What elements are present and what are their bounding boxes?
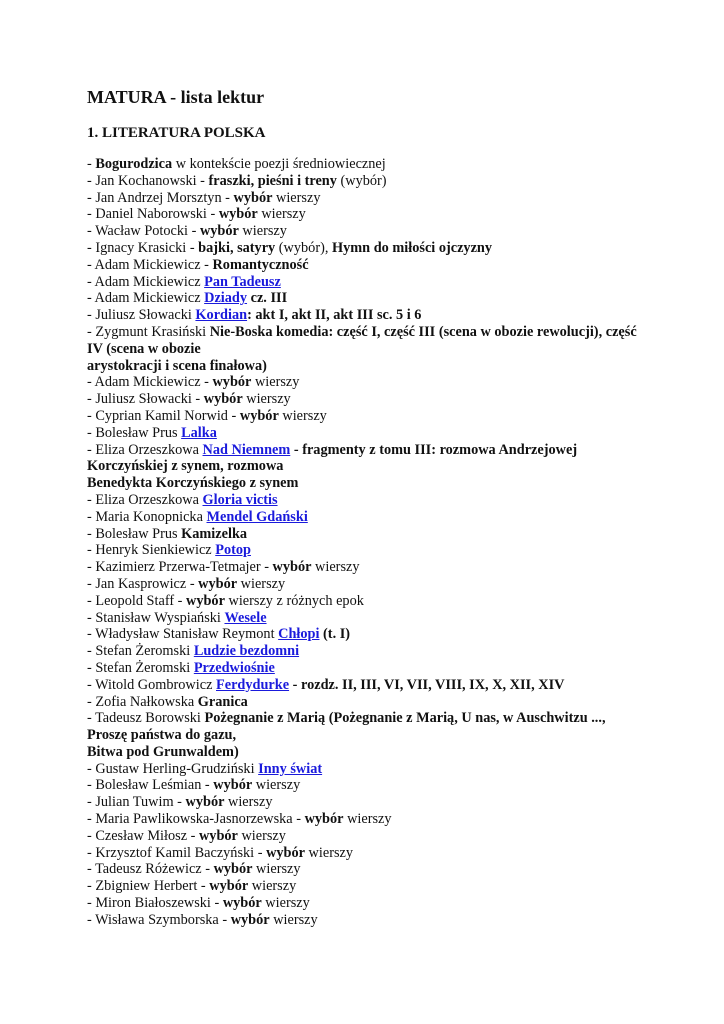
list-item — [87, 694, 684, 711]
item-text: - Adam Mickiewicz — [87, 273, 205, 290]
bold-text: - fragmenty z tomu III: rozmowa Andrzejowej Korczyńskiej z synem, rozmowa — [87, 441, 578, 475]
item-text: (wybór) — [336, 172, 387, 189]
title-link[interactable]: Mendel Gdański — [206, 508, 308, 525]
list-item — [87, 845, 684, 862]
item-text: - Cyprian Kamil Norwid - — [87, 407, 240, 424]
bold-text: wybór — [213, 861, 253, 878]
item-text: - Zofia Nałkowska — [87, 693, 198, 710]
bold-text: wybór — [212, 374, 252, 391]
list-item — [87, 442, 647, 492]
bold-text: cz. III — [247, 290, 288, 307]
title-link[interactable]: Ludzie bezdomni — [193, 643, 300, 660]
list-item — [87, 374, 684, 391]
list-item — [87, 156, 684, 173]
bold-text: wybór — [185, 794, 225, 811]
item-text: - Juliusz Słowacki — [87, 307, 196, 324]
bold-text: - rozdz. II, III, VI, VII, VIII, IX, X, XII, XIV — [289, 676, 565, 693]
item-text: - Bolesław Prus — [87, 424, 182, 441]
bold-text: fraszki, pieśni i treny — [208, 172, 337, 189]
bold-text: wybór — [203, 391, 243, 408]
bold-text: wybór — [230, 911, 270, 928]
bold-text: wybór — [222, 895, 262, 912]
item-text: - Bolesław Prus — [87, 525, 182, 542]
bold-text: wybór — [209, 878, 249, 895]
bold-text: Granica — [197, 693, 248, 710]
item-text: - Adam Mickiewicz - — [87, 374, 213, 391]
list-item — [87, 173, 684, 190]
item-text: - Wisława Szymborska - — [87, 911, 231, 928]
bold-text: wybór — [199, 223, 239, 240]
bold-text: wybór — [198, 827, 238, 844]
list-item — [87, 660, 684, 677]
list-item — [87, 710, 647, 760]
bold-text: : akt I, akt II, akt III sc. 5 i 6 — [247, 307, 422, 324]
item-text: w kontekście poezji średniowiecznej — [172, 156, 386, 172]
document-title: MATURA - lista lektur — [87, 87, 265, 107]
list-item — [87, 257, 684, 274]
title-link[interactable]: Przedwiośnie — [193, 659, 275, 676]
item-text: - Julian Tuwim - — [87, 794, 186, 811]
list-item — [87, 610, 684, 627]
bold-text: Bitwa pod Grunwaldem) — [87, 743, 239, 760]
item-text: - Stefan Żeromski — [87, 659, 194, 676]
list-item — [87, 576, 684, 593]
list-item — [87, 509, 684, 526]
list-item — [87, 811, 684, 828]
bold-text: Benedykta Korczyńskiego z synem — [87, 475, 299, 492]
bold-text: wybór — [304, 811, 344, 828]
list-item — [87, 408, 684, 425]
list-item — [87, 559, 684, 576]
list-item — [87, 542, 684, 559]
bold-text: Romantyczność — [212, 256, 309, 273]
list-item — [87, 761, 684, 778]
bold-text: Kamizelka — [181, 525, 248, 542]
item-text: - Tadeusz Borowski — [87, 710, 205, 727]
item-text: - Wacław Potocki - — [87, 223, 200, 240]
item-text: - Adam Mickiewicz - — [87, 256, 213, 273]
item-text: - Jan Kochanowski - — [87, 172, 209, 189]
list-item — [87, 190, 684, 207]
bold-text: wybór — [266, 844, 305, 861]
list-item — [87, 828, 684, 845]
item-text: - Jan Kasprowicz - — [87, 575, 199, 592]
list-item — [87, 240, 684, 257]
title-link[interactable]: Wesele — [224, 609, 267, 626]
title-link[interactable]: Lalka — [181, 424, 217, 441]
list-item — [87, 492, 684, 509]
item-text: - Miron Białoszewski - — [87, 895, 223, 912]
item-text: - Adam Mickiewicz — [87, 290, 205, 307]
bold-text: wybór — [272, 559, 312, 576]
item-text: wierszy — [343, 811, 392, 828]
bold-text: Pożegnanie z Marią (Pożegnanie z Marią, U nas, w Auschwitzu ..., Proszę państwa do gazu, — [87, 710, 606, 744]
reading-list — [87, 156, 684, 929]
item-text: - Bolesław Leśmian - — [87, 777, 214, 794]
bold-text: Hymn do miłości ojczyzny — [332, 239, 493, 256]
list-item — [87, 861, 684, 878]
item-text: wierszy — [252, 861, 301, 878]
list-item — [87, 643, 684, 660]
title-link[interactable]: Nad Niemnem — [202, 441, 291, 458]
item-text: wierszy — [311, 559, 360, 576]
item-text: wierszy — [278, 407, 327, 424]
item-text: wierszy — [257, 206, 306, 223]
bold-text: wybór — [186, 592, 225, 609]
item-text: - Eliza Orzeszkowa — [87, 491, 203, 508]
item-text: - Eliza Orzeszkowa — [87, 441, 203, 458]
list-item — [87, 223, 684, 240]
title-link[interactable]: Potop — [215, 542, 251, 559]
list-item — [87, 290, 684, 307]
title-link[interactable]: Dziady — [204, 290, 248, 307]
bold-text: Nie-Boska komedia: część I, część III (scena w obozie rewolucji), część IV (scena w obozie — [87, 323, 637, 357]
item-text: - Gustaw Herling-Grudziński — [87, 760, 259, 777]
bold-text: wybór — [198, 575, 238, 592]
list-item — [87, 425, 684, 442]
bold-text: Bogurodzica — [95, 156, 173, 172]
list-item — [87, 307, 684, 324]
item-text: - Krzysztof Kamil Baczyński - — [87, 844, 267, 861]
bold-text: bajki, satyry — [198, 239, 276, 256]
item-text: wierszy — [242, 391, 291, 408]
title-link[interactable]: Pan Tadeusz — [204, 273, 281, 290]
title-link[interactable]: Inny świat — [258, 760, 323, 777]
item-text: - Stefan Żeromski — [87, 643, 194, 660]
item-text: - Zygmunt Krasiński — [87, 323, 210, 340]
item-text: wierszy z różnych epok — [224, 592, 364, 609]
list-item — [87, 912, 684, 929]
bold-text: wybór — [213, 777, 253, 794]
list-item — [87, 895, 684, 912]
item-text: - Maria Konopnicka — [87, 508, 207, 525]
item-text: wierszy — [237, 827, 286, 844]
list-item — [87, 274, 684, 291]
title-link[interactable]: Chłopi — [278, 626, 320, 643]
item-text: - Juliusz Słowacki - — [87, 391, 204, 408]
item-text: - Henryk Sienkiewicz — [87, 542, 216, 559]
item-text: - — [87, 156, 96, 172]
list-item — [87, 206, 684, 223]
list-item — [87, 324, 647, 374]
item-text: - Leopold Staff - — [87, 592, 186, 609]
list-item — [87, 794, 684, 811]
item-text: - Kazimierz Przerwa-Tetmajer - — [87, 559, 273, 576]
bold-text: wybór — [239, 407, 279, 424]
bold-text: arystokracji i scena finałowa) — [87, 357, 267, 374]
item-text: wierszy — [272, 189, 321, 206]
list-item — [87, 593, 684, 610]
item-text: - Stanisław Wyspiański — [87, 609, 225, 626]
list-item — [87, 878, 684, 895]
item-text: - Ignacy Krasicki - — [87, 239, 199, 256]
item-text: wierszy — [304, 844, 354, 861]
item-text: wierszy — [238, 223, 287, 240]
title-link[interactable]: Ferdydurke — [216, 676, 290, 693]
item-text: - Jan Andrzej Morsztyn - — [87, 189, 234, 206]
list-item — [87, 677, 684, 694]
section-heading: 1. LITERATURA POLSKA — [87, 125, 266, 141]
item-text: - Czesław Miłosz - — [87, 827, 199, 844]
item-text: wierszy — [237, 575, 286, 592]
item-text: wierszy — [248, 878, 297, 895]
item-text: wierszy — [269, 911, 318, 928]
item-text: (wybór), — [275, 239, 332, 256]
list-item — [87, 391, 684, 408]
bold-text: wybór — [218, 206, 258, 223]
item-text: wierszy — [251, 374, 300, 391]
title-link[interactable]: Kordian — [195, 307, 248, 324]
list-item — [87, 526, 684, 543]
item-text: - Maria Pawlikowska-Jasnorzewska - — [87, 811, 305, 828]
item-text: wierszy — [252, 777, 301, 794]
item-text: - Witold Gombrowicz — [87, 676, 216, 693]
item-text: - Daniel Naborowski - — [87, 206, 219, 223]
item-text: - Władysław Stanisław Reymont — [87, 626, 279, 643]
list-item — [87, 626, 684, 643]
item-text: wierszy — [261, 895, 310, 912]
title-link[interactable]: Gloria victis — [202, 491, 278, 508]
bold-text: wybór — [233, 189, 273, 206]
list-item — [87, 777, 684, 794]
item-text: - Zbigniew Herbert - — [87, 878, 210, 895]
item-text: - Tadeusz Różewicz - — [87, 861, 214, 878]
bold-text: (t. I) — [319, 626, 351, 643]
item-text: wierszy — [224, 794, 273, 811]
